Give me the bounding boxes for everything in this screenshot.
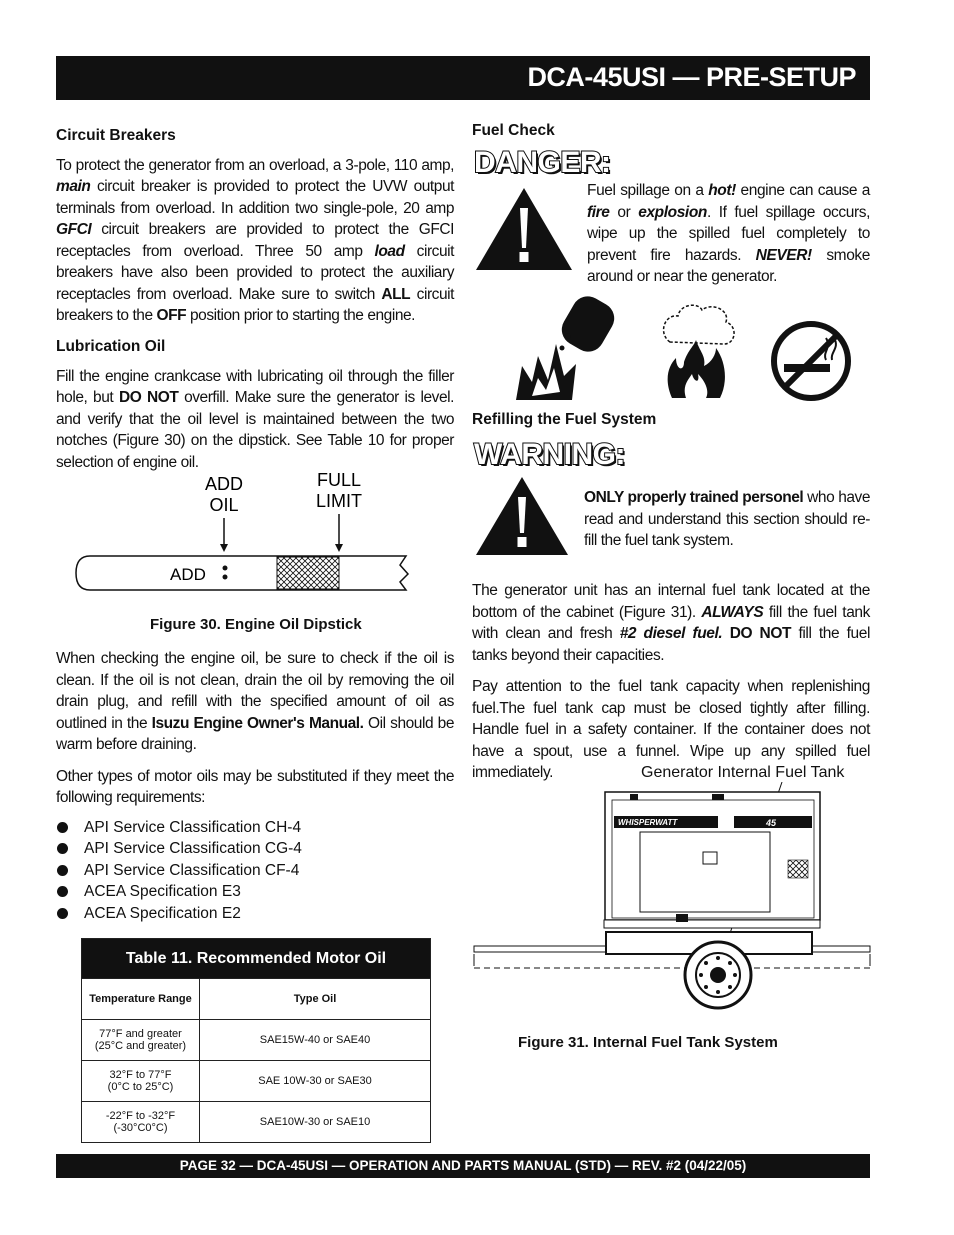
lubrication-text: Fill the engine crankcase with lubricating oil through the filler hole, but DO NOT overfill. Make sure the generator is level. and verify that the oil level is maintained between the two notches (Figure 30) on the dipstick. See Table 10 for proper selection of engine oil.	[56, 367, 454, 471]
add-oil-label-2: OIL	[209, 495, 239, 515]
full-limit-label-1: FULL	[316, 470, 362, 490]
list-item: API Service Classification CF-4	[56, 860, 454, 882]
warning-triangle-icon	[474, 475, 570, 557]
fuel-check-heading: Fuel Check	[472, 122, 555, 139]
circuit-breakers-heading: Circuit Breakers	[56, 127, 176, 144]
table-header-temperature: Temperature Range	[82, 979, 200, 1020]
other-oils-text: Other types of motor oils may be substituted if they meet the following requirements:	[56, 767, 454, 806]
table-cell-oil: SAE 10W-30 or SAE30	[200, 1061, 431, 1102]
oil-requirements-list	[56, 817, 454, 925]
motor-oil-table	[81, 938, 431, 1143]
list-item: ACEA Specification E3	[56, 881, 454, 903]
fuel-tank-section	[472, 580, 870, 794]
lubrication-section	[56, 336, 454, 483]
warning-label: WARNING:	[474, 438, 625, 471]
page-title: DCA-45USI — PRE-SETUP	[527, 62, 856, 92]
table-row	[82, 1020, 431, 1061]
dipstick-figure	[56, 468, 456, 600]
fuel-tank-callout: Generator Internal Fuel Tank	[641, 764, 845, 781]
footer-bar	[56, 1154, 870, 1178]
lubrication-heading: Lubrication Oil	[56, 338, 166, 355]
warning-text: ONLY properly trained personel who have read and understand this section should re-fill the fuel tank system.	[584, 489, 870, 549]
brand-label: WHISPERWATT	[618, 818, 678, 827]
list-item: API Service Classification CH-4	[56, 817, 454, 839]
header-bar	[56, 56, 870, 100]
fuel-spill-fire-icon	[512, 296, 618, 402]
table-title: Table 11. Recommended Motor Oil	[82, 939, 431, 979]
oil-range-hatch	[277, 557, 339, 589]
fuel-tank-para-1: The generator unit has an internal fuel tank located at the bottom of the cabinet (Figure 31). ALWAYS fill the fuel tank with clean and fresh #2 diesel fuel. DO NOT fill the fuel tanks beyond their capacities.	[472, 582, 870, 664]
dipstick-shape	[76, 556, 408, 590]
list-item: API Service Classification CG-4	[56, 838, 454, 860]
footer-text: PAGE 32 — DCA-45USI — OPERATION AND PARTS MANUAL (STD) — REV. #2 (04/22/05)	[179, 1158, 747, 1173]
table-cell-temp: -22°F to -32°F (-30°C0°C)	[82, 1102, 200, 1143]
no-smoking-icon	[768, 320, 854, 402]
table-row	[82, 1061, 431, 1102]
full-limit-label-2: LIMIT	[315, 491, 363, 511]
danger-label: DANGER:	[474, 146, 611, 179]
model-label: 45	[766, 818, 777, 828]
table-cell-oil: SAE15W-40 or SAE40	[200, 1020, 431, 1061]
circuit-breakers-text: To protect the generator from an overload, a 3-pole, 110 amp, main circuit breaker is provided to protect the UVW output terminals from overload. In addition two single-pole, 20 amp GFCI circuit breakers are provided to protect the GFCI receptacles from overload. Three 50 amp load circuit breakers have also been provided to protect the auxiliary receptacles from overload. Make sure to switch ALL circuit breakers to the OFF position prior to starting the engine.	[56, 156, 454, 324]
table-cell-temp: 77°F and greater (25°C and greater)	[82, 1020, 200, 1061]
danger-warning-triangle-icon	[474, 186, 574, 272]
danger-text: Fuel spillage on a hot! engine can cause a fire or explosion. If fuel spillage occurs, wipe up the spilled fuel completely to prevent fire hazards. NEVER! smoke around or near the generator.	[587, 182, 870, 285]
add-oil-label-1: ADD	[204, 474, 244, 494]
table-cell-temp: 32°F to 77°F (0°C to 25°C)	[82, 1061, 200, 1102]
generator-diagram	[472, 782, 872, 1022]
table-row	[82, 1102, 431, 1143]
oil-check-section	[56, 648, 454, 924]
table-header-oil: Type Oil	[200, 979, 431, 1020]
fuel-tank-para-2: Pay attention to the fuel tank capacity when replenishing fuel.The fuel tank cap must be closed tightly after filling. Handle fuel in a safety container. If the container does not have a spout, use a funnel. Wipe up any spilled fuel immediately.	[472, 678, 870, 781]
circuit-breakers-section	[56, 125, 454, 337]
dipstick-add-label: ADD	[170, 565, 206, 584]
fire-explosion-icon	[654, 300, 740, 400]
oil-check-text: When checking the engine oil, be sure to check if the oil is clean. If the oil is not clean, drain the oil by removing the oil drain plug, and refill with the specified amount of oil as outlined in the Isuzu Engine Owner's Manual. Oil should be warm before draining.	[56, 650, 454, 753]
figure-31-caption: Figure 31. Internal Fuel Tank System	[518, 1034, 778, 1051]
figure-30-caption: Figure 30. Engine Oil Dipstick	[150, 616, 362, 633]
list-item: ACEA Specification E2	[56, 903, 454, 925]
refilling-heading: Refilling the Fuel System	[472, 411, 657, 428]
table-cell-oil: SAE10W-30 or SAE10	[200, 1102, 431, 1143]
